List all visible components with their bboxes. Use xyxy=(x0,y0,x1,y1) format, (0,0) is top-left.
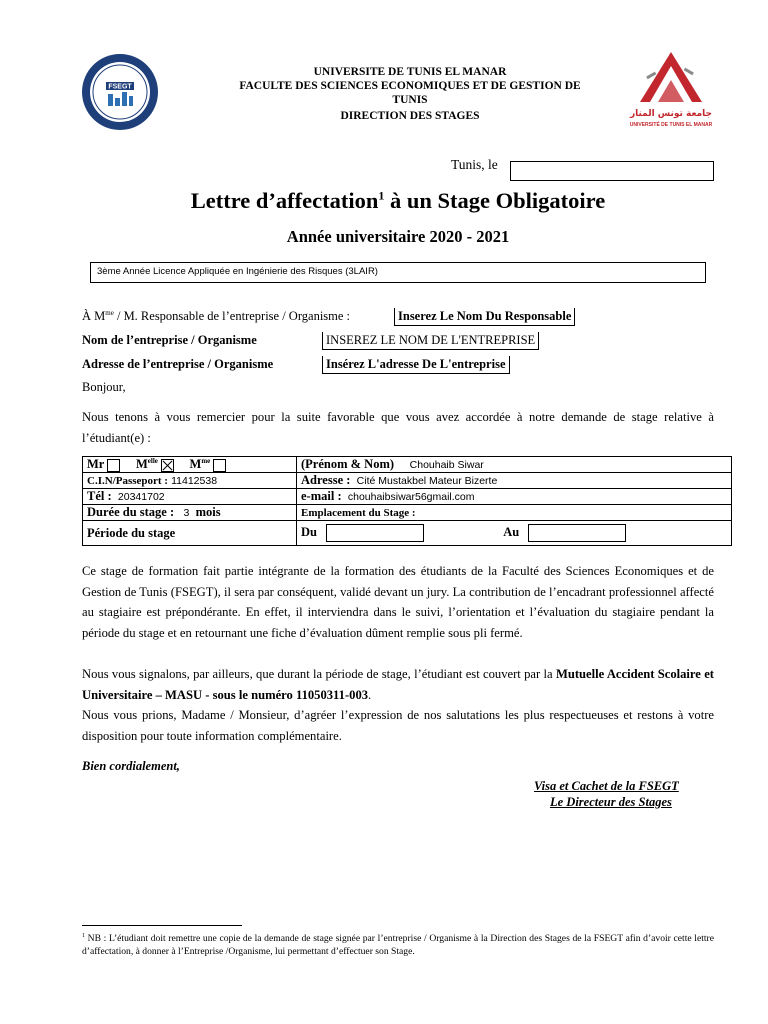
program-field[interactable] xyxy=(90,262,706,283)
page-title: Lettre d’affectation$^1$ à un Stage Obligatoire xyxy=(190,188,606,213)
cin-cell: C.I.N/Passeport : 11412538 xyxy=(83,473,297,489)
table-row xyxy=(83,473,732,489)
company-value: INSEREZ LE NOM DE L'ENTREPRISE xyxy=(326,333,536,347)
cin-value[interactable]: 11412538 xyxy=(171,475,218,488)
recipient-value: Inserez Le Nom Du Responsable xyxy=(398,309,572,323)
civility-cell: Mr $M^{elle}$ $M^{me}$ xyxy=(83,457,297,473)
periode-cell: Période du stage xyxy=(83,521,297,546)
table-row xyxy=(83,505,732,521)
date-label: Tunis, le xyxy=(451,157,498,172)
periode-dates-cell: Du Au xyxy=(297,521,732,546)
tel-value[interactable]: 20341702 xyxy=(117,491,165,504)
table-row xyxy=(83,489,732,505)
academic-year: Année universitaire 2020 - 2021 xyxy=(286,227,510,246)
recipient-label: À $M^{me}$ / M. Responsable de l’entreprise / Organisme : xyxy=(82,309,351,324)
program-value: 3ème Année Licence Appliquée en Ingénierie des Risques (3LAIR) xyxy=(97,266,378,277)
company-field[interactable] xyxy=(322,332,539,350)
body-paragraph-3: Nous vous prions, Madame / Monsieur, d’agréer l’expression de nos salutations les plus respectueuses et restons à votre disposition pour toute information complémentaire. xyxy=(82,708,714,743)
footnote-separator xyxy=(82,925,242,926)
svg-text:جامعة تونس المنار: جامعة تونس المنار xyxy=(629,109,713,119)
signature-line-2: Le Directeur des Stages xyxy=(550,795,672,809)
name-cell: (Prénom & Nom) Chouhaib Siwar xyxy=(297,457,732,473)
body-paragraph-1: Ce stage de formation fait partie intégrante de la formation des étudiants de la Faculté des Sciences Economiques et de Gestion de Tunis (FSEGT), il sera par conséquent, validé devant un jury. La contribution de l’encadrant professionnel affecté au stagiaire est prépondérante. En effet, il interviendra dans le suivi, l’orientation et l’évaluation du stagiaire pendant la période du stage et en retournant une fiche d’évaluation dûment remplie sous pli fermé. xyxy=(82,564,714,640)
emplacement-cell[interactable]: Emplacement du Stage : xyxy=(297,505,732,521)
du-date-field[interactable] xyxy=(326,524,424,542)
svg-text:FSEGT: FSEGT xyxy=(108,83,132,91)
email-value[interactable]: chouhaibsiwar56gmail.com xyxy=(347,491,475,504)
intro-paragraph: Nous tenons à vous remercier pour la suite favorable que vous avez accordée à notre demande de stage relative à l’étudiant(e) : xyxy=(82,410,714,445)
svg-text:UNIVERSITÉ DE TUNIS EL MANAR: UNIVERSITÉ DE TUNIS EL MANAR xyxy=(629,122,713,128)
fsegt-logo xyxy=(80,52,160,132)
table-row xyxy=(83,457,732,473)
duree-cell: Durée du stage : 3 mois xyxy=(83,505,297,521)
header-university: UNIVERSITE DE TUNIS EL MANAR xyxy=(313,66,507,78)
header-faculty-cont: TUNIS xyxy=(392,94,428,106)
au-date-field[interactable] xyxy=(528,524,626,542)
mlle-checkbox[interactable] xyxy=(161,459,174,472)
header-faculty: FACULTE DES SCIENCES ECONOMIQUES ET DE GESTION DE xyxy=(239,80,581,92)
company-label: Nom de l’entreprise / Organisme xyxy=(82,333,257,347)
closing: Bien cordialement, xyxy=(82,759,180,773)
student-table xyxy=(82,456,732,546)
utm-logo xyxy=(626,44,716,134)
mr-checkbox[interactable] xyxy=(107,459,120,472)
footnote: $^1$ NB : L’étudiant doit remettre une copie de la demande de stage signée par l’entreprise / Organisme à la Direction des Stages de la FSEGT afin d’avoir cette lettre d’affectation, à donner à l’Entreprise /Organisme, lui permettant d’effectuer son Stage. xyxy=(82,933,714,957)
name-value[interactable]: Chouhaib Siwar xyxy=(409,459,484,472)
header-direction: DIRECTION DES STAGES xyxy=(340,110,480,122)
date-field[interactable] xyxy=(510,161,714,181)
address-value: Insérez L'adresse De L'entreprise xyxy=(326,357,506,371)
greeting: Bonjour, xyxy=(82,380,126,394)
mme-checkbox[interactable] xyxy=(213,459,226,472)
address-field[interactable] xyxy=(322,356,510,374)
email-cell: e-mail : chouhaibsiwar56gmail.com xyxy=(297,489,732,505)
adresse-cell: Adresse : Cité Mustakbel Mateur Bizerte xyxy=(297,473,732,489)
tel-cell: Tél : 20341702 xyxy=(83,489,297,505)
table-row xyxy=(83,521,732,546)
address-label: Adresse de l’entreprise / Organisme xyxy=(82,357,274,371)
body-paragraph-2: Nous vous signalons, par ailleurs, que durant la période de stage, l’étudiant est couvert par la Mutuelle Accident Scolaire et Universitaire – MASU - sous le numéro 11050311-003. xyxy=(82,667,714,702)
duree-value[interactable]: 3 xyxy=(183,507,190,520)
recipient-field[interactable] xyxy=(394,308,575,326)
signature-line-1: Visa et Cachet de la FSEGT xyxy=(534,779,679,793)
adresse-value[interactable]: Cité Mustakbel Mateur Bizerte xyxy=(356,475,498,488)
